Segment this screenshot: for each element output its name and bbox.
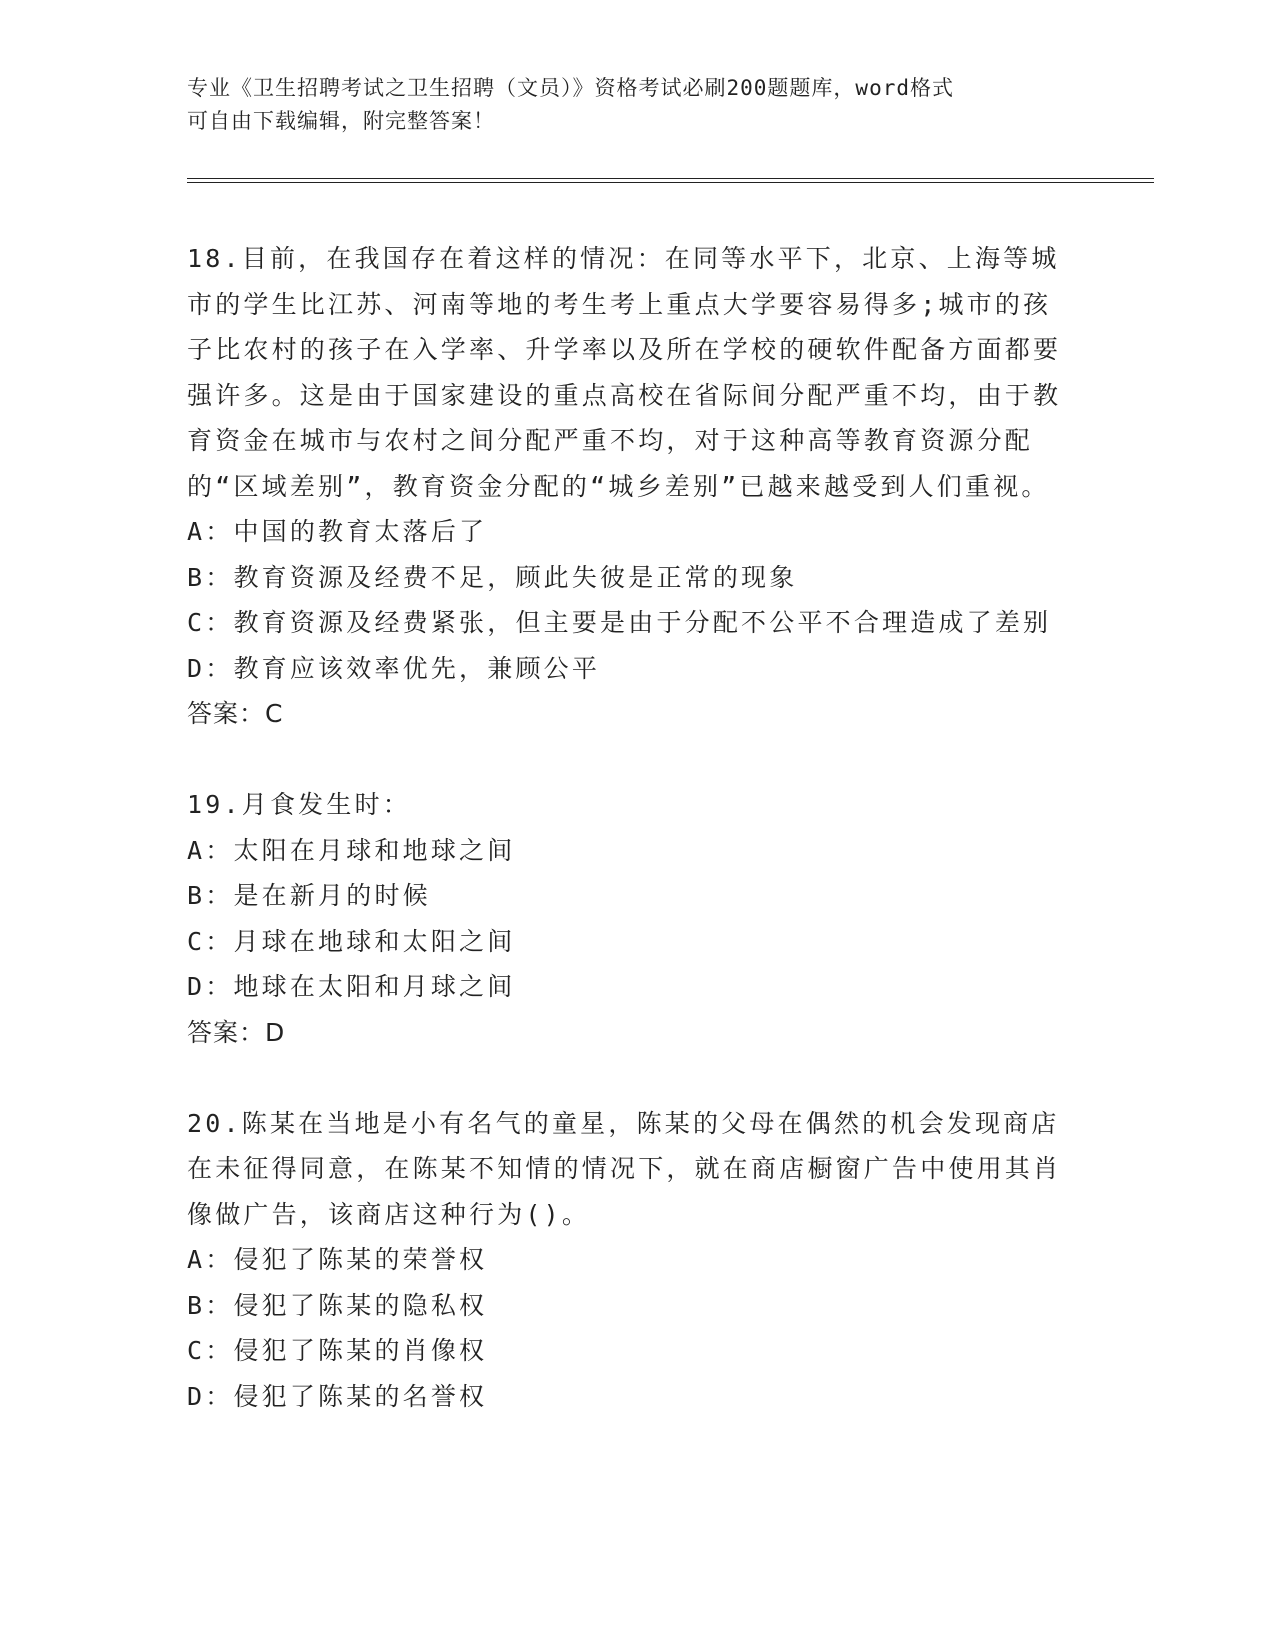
- header-divider-top: [187, 178, 1154, 179]
- question-number: 20.: [187, 1108, 242, 1138]
- header-line-1: 专业《卫生招聘考试之卫生招聘（文员）》资格考试必刷200题题库，word格式: [187, 76, 954, 100]
- question-list: [187, 236, 1077, 1419]
- option-c: C：教育资源及经费紧张，但主要是由于分配不公平不合理造成了差别: [187, 608, 1052, 637]
- option-c: C：月球在地球和太阳之间: [187, 926, 516, 956]
- question-text: [187, 782, 1077, 828]
- question-18: [187, 236, 1077, 737]
- question-text: [187, 236, 1077, 509]
- option-b: B：侵犯了陈某的隐私权: [187, 1290, 488, 1320]
- question-stem: 月食发生时：: [241, 790, 411, 819]
- option-b: B：教育资源及经费不足，顾此失彼是正常的现象: [187, 562, 798, 592]
- question-number: 18.: [187, 244, 242, 273]
- option-c: C：侵犯了陈某的肖像权: [187, 1336, 488, 1365]
- question-spacer: [187, 1055, 1077, 1101]
- header-line-2: 可自由下载编辑，附完整答案！: [187, 109, 495, 133]
- header-divider-bottom: [187, 182, 1154, 183]
- answer: 答案：C: [187, 699, 284, 728]
- option-a: A：侵犯了陈某的荣誉权: [187, 1245, 488, 1274]
- question-text: [187, 1101, 1077, 1238]
- question-19: [187, 782, 1077, 1055]
- question-stem: 目前，在我国存在着这样的情况：在同等水平下，北京、上海等城市的学生比江苏、河南等地的考生考上重点大学要容易得多;城市的孩子比农村的孩子在入学率、升学率以及所在学校的硬软件配备方面都要强许多。这是由于国家建设的重点高校在省际间分配严重不均，由于教育资金在城市与农村之间分配严重不均，对于这种高等教育资源分配的“区域差别”，教育资金分配的“城乡差别”已越来越受到人们重视。: [187, 244, 1062, 501]
- option-d: D：地球在太阳和月球之间: [187, 972, 516, 1001]
- option-a: A：中国的教育太落后了: [187, 517, 488, 546]
- answer: 答案：D: [187, 1017, 286, 1047]
- option-d: D：教育应该效率优先，兼顾公平: [187, 653, 601, 683]
- option-a: A：太阳在月球和地球之间: [187, 835, 516, 865]
- question-number: 19.: [187, 790, 242, 819]
- question-stem: 陈某在当地是小有名气的童星，陈某的父母在偶然的机会发现商店在未征得同意，在陈某不知情的情况下，就在商店橱窗广告中使用其肖像做广告，该商店这种行为()。: [187, 1108, 1062, 1229]
- question-spacer: [187, 737, 1077, 783]
- option-d: D：侵犯了陈某的名誉权: [187, 1381, 488, 1411]
- question-20: [187, 1101, 1077, 1420]
- option-b: B：是在新月的时候: [187, 881, 431, 910]
- document-header: [187, 72, 1067, 138]
